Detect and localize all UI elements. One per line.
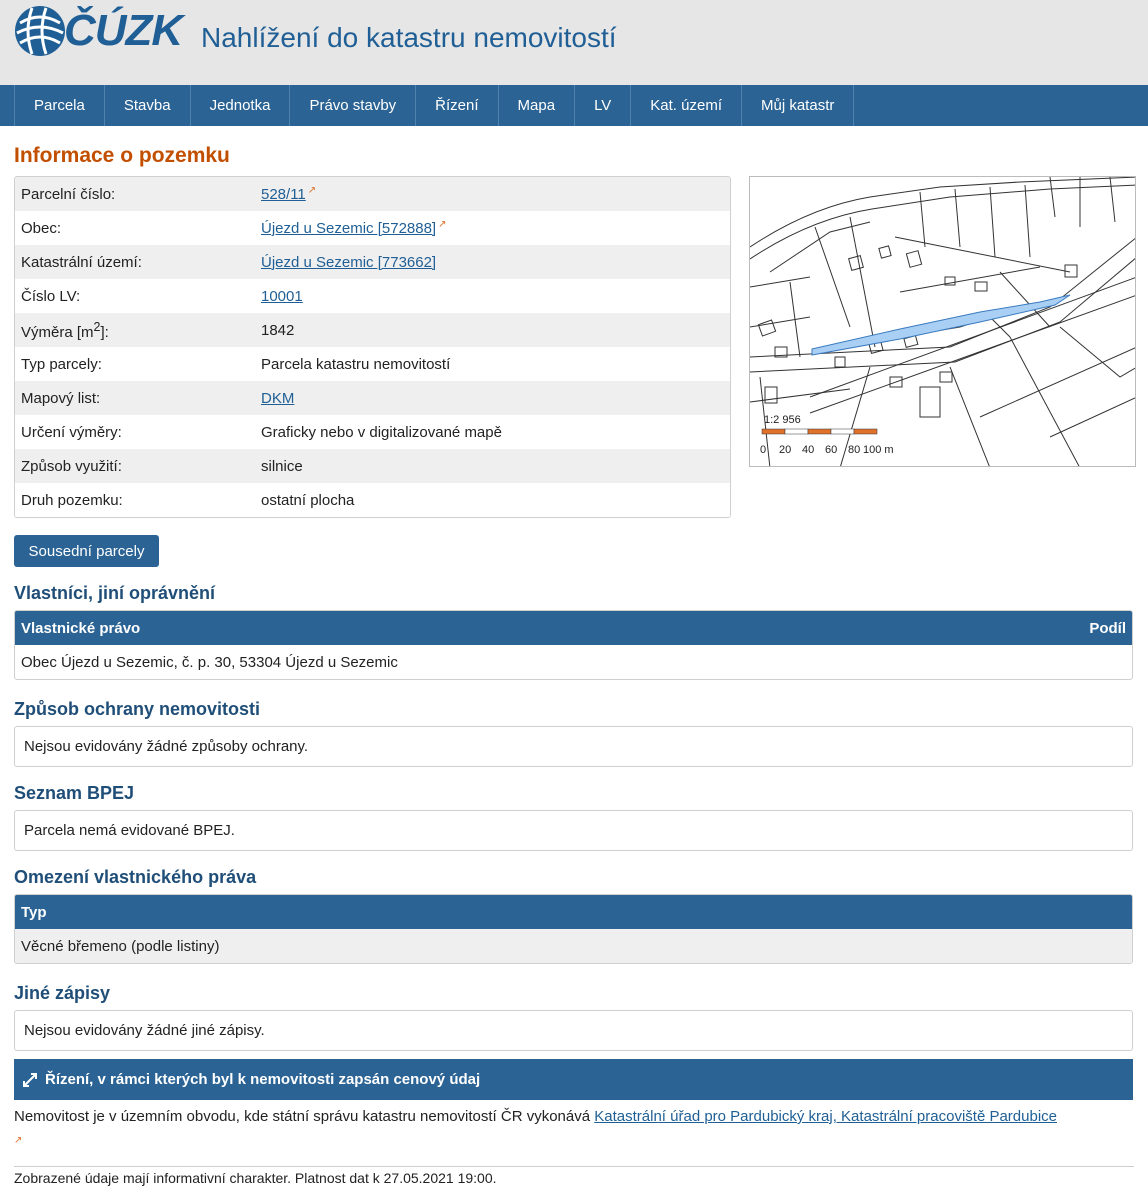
info-label: Výměra $[m^2]$: — [21, 319, 109, 341]
price-proceedings-label: Řízení, v rámci kterých byl k nemovitosti zapsán cenový údaj — [45, 1071, 481, 1088]
jurisdiction-note — [14, 1106, 1134, 1152]
info-label: Parcelní číslo: — [21, 185, 116, 203]
land-type-value: ostatní plocha — [261, 491, 355, 509]
logo-text: ČÚZK — [64, 6, 183, 55]
info-label: Způsob využití: — [21, 457, 122, 475]
header — [0, 0, 1148, 85]
nav-muj-katastr[interactable]: Můj katastr — [742, 85, 854, 126]
other-panel: Nejsou evidovány žádné jiné zápisy. — [14, 1010, 1133, 1051]
scale-tick-20: 20 — [779, 444, 792, 456]
footer-divider — [14, 1166, 1134, 1167]
owners-title: Vlastníci, jiní oprávnění — [14, 583, 216, 603]
jurisdiction-text: Nemovitost je v územním obvodu, kde státní správu katastru nemovitostí ČR vykonává — [14, 1108, 595, 1125]
other-title: Jiné zápisy — [14, 983, 111, 1003]
scale-tick-100: 100 m — [863, 444, 894, 456]
lv-number-link[interactable]: 10001 — [261, 287, 303, 305]
scale-tick-80: 80 — [848, 444, 861, 456]
info-row-cislo-lv — [15, 279, 730, 313]
scale-tick-40: 40 — [802, 444, 815, 456]
info-row-mapovy-list — [15, 381, 730, 415]
nav-parcela[interactable]: Parcela — [14, 85, 105, 126]
external-link-icon: ↗ — [14, 1135, 23, 1146]
nav-lv[interactable]: LV — [575, 85, 631, 126]
bpej-title: Seznam BPEJ — [14, 783, 135, 803]
scale-tick-0: 0 — [760, 444, 767, 456]
expand-arrows-icon — [23, 1073, 37, 1087]
globe-logo-icon — [14, 3, 66, 59]
info-row-urceni-vymery — [15, 415, 730, 449]
nav-mapa[interactable]: Mapa — [499, 85, 576, 126]
info-label: Mapový list: — [21, 389, 101, 407]
nav-pravo-stavby[interactable]: Právo stavby — [290, 85, 416, 126]
nav-stavba[interactable]: Stavba — [105, 85, 191, 126]
site-title: Nahlížení do katastru nemovitostí — [201, 22, 617, 53]
scale-label: 1:2 956 — [764, 414, 801, 426]
nav-rizeni[interactable]: Řízení — [416, 85, 498, 126]
cadastral-office-link[interactable]: Katastrální úřad pro Pardubický kraj, Katastrální pracoviště Pardubice — [594, 1108, 1057, 1125]
bpej-panel: Parcela nemá evidované BPEJ. — [14, 810, 1133, 851]
selected-parcel-highlight — [812, 295, 1070, 355]
data-validity-note: Zobrazené údaje mají informativní charakter. Platnost dat k 27.05.2021 19:00. — [14, 1170, 497, 1186]
info-label: Určení výměry: — [21, 423, 122, 441]
municipality-link[interactable]: Újezd u Sezemic [572888] — [261, 220, 437, 237]
map-scale — [760, 414, 894, 456]
info-row-parcelni-cislo — [15, 177, 730, 211]
owners-col-share: Podíl — [1089, 619, 1126, 637]
neighbor-parcels-button[interactable]: Sousední parcely — [14, 535, 159, 567]
info-label: Typ parcely: — [21, 355, 102, 373]
cadastral-area-link[interactable]: Újezd u Sezemic [773662] — [261, 253, 437, 271]
info-label: Číslo LV: — [21, 287, 81, 305]
info-row-zpusob-vyuziti — [15, 449, 730, 483]
external-link-icon: ↗ — [307, 185, 317, 196]
restrictions-col-type: Typ — [21, 903, 47, 921]
cuzk-logo[interactable] — [14, 3, 182, 59]
price-proceedings-toggle[interactable] — [14, 1059, 1133, 1100]
nav-jednotka[interactable]: Jednotka — [191, 85, 291, 126]
restrictions-table — [14, 894, 1133, 964]
scale-tick-60: 60 — [825, 444, 838, 456]
protection-title: Způsob ochrany nemovitosti — [14, 699, 261, 719]
info-label: Katastrální území: — [21, 253, 142, 271]
info-row-katastralni-uzemi — [15, 245, 730, 279]
page-title: Informace o pozemku — [14, 144, 230, 167]
parcel-type-value: Parcela katastru nemovitostí — [261, 355, 451, 373]
info-row-druh-pozemku — [15, 483, 730, 517]
usage-value: silnice — [261, 457, 303, 475]
external-link-icon: ↗ — [438, 219, 447, 230]
parcel-number-link[interactable]: 528/11 — [261, 186, 306, 203]
parcel-info-table — [14, 176, 731, 518]
restrictions-row: Věcné břemeno (podle listiny) — [15, 929, 1132, 963]
area-value: 1842 — [261, 321, 295, 339]
owners-col-right: Vlastnické právo — [21, 619, 141, 637]
info-row-obec — [15, 211, 730, 245]
owners-table — [14, 610, 1133, 680]
main-nav — [0, 85, 1148, 126]
nav-kat-uzemi[interactable]: Kat. území — [631, 85, 742, 126]
info-row-typ-parcely — [15, 347, 730, 381]
info-label: Obec: — [21, 219, 62, 237]
cadastral-map-drawing — [750, 177, 1136, 467]
info-label: Druh pozemku: — [21, 491, 123, 509]
area-determination-value: Graficky nebo v digitalizované mapě — [261, 423, 502, 441]
restrictions-title: Omezení vlastnického práva — [14, 867, 257, 887]
owners-table-header — [15, 611, 1132, 645]
map-sheet-link[interactable]: DKM — [261, 389, 295, 407]
owners-row: Obec Újezd u Sezemic, č. p. 30, 53304 Újezd u Sezemic — [21, 653, 398, 671]
info-row-vymera — [15, 313, 730, 347]
restrictions-table-header — [15, 895, 1132, 929]
protection-panel: Nejsou evidovány žádné způsoby ochrany. — [14, 726, 1133, 767]
parcel-map[interactable] — [749, 176, 1136, 467]
